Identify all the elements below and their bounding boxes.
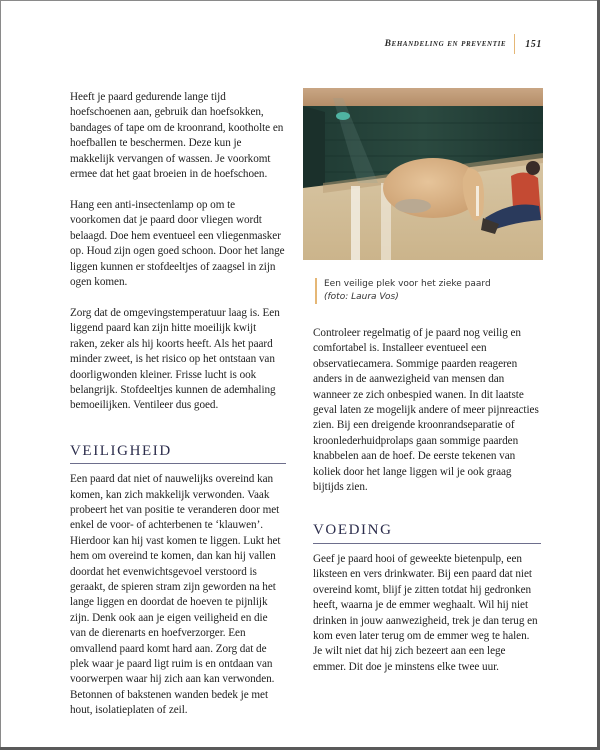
paragraph: Hang een anti-insectenlamp op om te voorkomen dat je paard door vliegen wordt belaagd. Doe hem eventueel een vliegenmasker op. Houd zijn ogen goed schoon. Door het lange liggen kunnen er stofdeeltjes of zaagsel in zijn ogen komen. <box>70 198 285 288</box>
running-head-divider <box>514 34 515 54</box>
photo-credit: (foto: Laura Vos) <box>324 292 399 302</box>
paragraph: Heeft je paard gedurende lange tijd hoefschoenen aan, gebruik dan hoefsokken, bandages of tape om de kroonrand, kootholte en hoefballen te beschermen. Deze kun je makkelijk vervangen of wassen. Je voorkomt ermee dat het gaat broeien in de hoefschoen. <box>70 91 284 181</box>
left-column <box>70 90 286 734</box>
paragraph: Geef je paard hooi of geweekte bietenpulp, een liksteen en vers drinkwater. Bij een paard dat niet overeind komt, blijf je zitten totdat hij gedronken heeft, waarna je de emmer weghaalt. Wil hij niet drinken in jouw aanwezigheid, trek je dan terug en kom even later terug om de emmer weg te halen. Je wilt niet dat hij zich bezeert aan een lege emmer. Dit doe je minstens elke twee uur. <box>313 552 538 673</box>
section-heading-voeding: VOEDING <box>313 523 541 543</box>
right-column <box>313 326 541 691</box>
paragraph: Zorg dat de omgevingstemperatuur laag is. Een liggend paard kan zijn hitte moeilijk kwijt raken, zeker als hij koorts heeft. Als het paard minder zweet, is het risico op het ontstaan van doorligwonden kleiner. Frisse lucht is ook belangrijk. Stofdeeltjes kunnen de ademhaling bemoeilijken. Ventileer dus goed. <box>70 306 280 412</box>
paragraph: Controleer regelmatig of je paard nog veilig en comfortabel is. Installeer eventueel een observatiecamera. Sommige paarden reageren anders in de aanwezigheid van mensen dan wanneer ze zich onbespied wanen. In dit laatste geval laten ze mogelijk andere of meer pijnreacties zien. Bij een dreigende kroonrandseparatie of kroonlederhuidprolaps gaan sommige paarden knabbelen aan de hoef. De eerste tekenen van koliek door het lange liggen wil je ook graag bijtijds zien. <box>313 327 539 494</box>
photo-caption <box>315 278 491 304</box>
horse-photo <box>303 88 543 260</box>
page-number: 151 <box>525 38 542 50</box>
section-heading-veiligheid: VEILIGHEID <box>70 444 286 464</box>
paragraph: Een paard dat niet of nauwelijks overeind kan komen, kan zich makkelijk verwonden. Vaak probeert het van positie te veranderen door met enkel de voor- of achterbenen te ‘klauwen’. Hierdoor kan hij vast komen te liggen. Lukt het hem om overeind te komen, dan kan hij vallen doordat het evenwichtsgevoel verstoord is geraakt, de spieren stram zijn geworden na het lange liggen en doordat de hoeven te pijnlijk zijn. Denk ook aan je eigen veiligheid en die van de dierenarts en hoefverzorger. Een omvallend paard komt hard aan. Zorg dat de plek waar je paard ligt ruim is en ontdaan van voorwerpen waar hij zich aan kan verwonden. Betonnen of bakstenen wanden bedek je met hout, isolatieplaten of zeil. <box>70 473 281 717</box>
caption-text: Een veilige plek voor het zieke paard <box>324 279 491 289</box>
chapter-title: Behandeling en preventie <box>384 39 507 49</box>
running-head <box>385 34 542 54</box>
